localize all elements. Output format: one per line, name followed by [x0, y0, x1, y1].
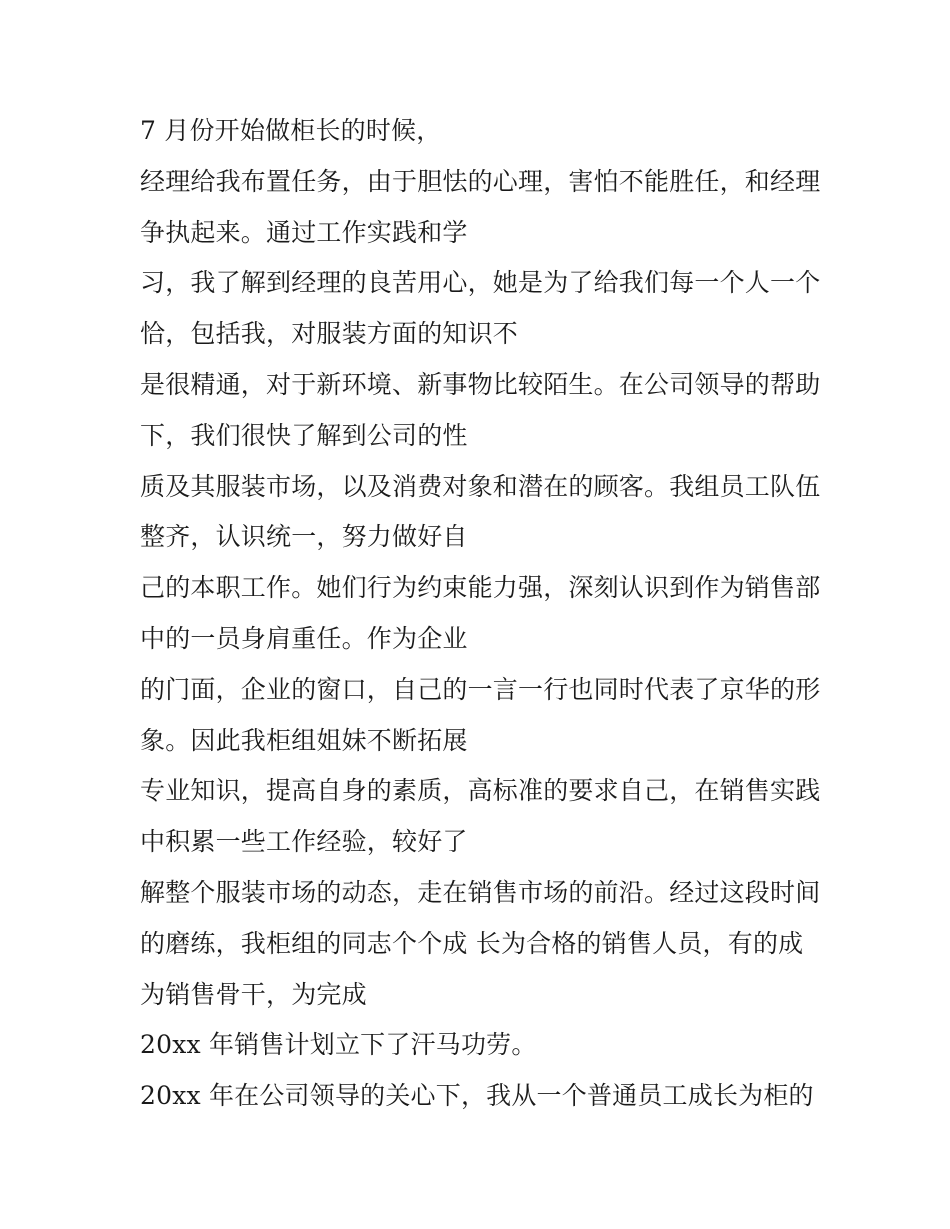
text-line: 专业知识，提高自身的素质，高标准的要求自己，在销售实践 [140, 776, 821, 806]
text-line: 质及其服装市场，以及消费对象和潜在的顾客。我组员工队伍 [140, 471, 821, 501]
text-line: 中的一员身肩重任。作为企业 [140, 623, 468, 653]
text-line: 20xx 年在公司领导的关心下，我从一个普通员工成长为柜的 [140, 1081, 814, 1111]
text-line: 恰，包括我，对服装方面的知识不 [140, 319, 519, 349]
text-line: 是很精通，对于新环境、新事物比较陌生。在公司领导的帮助 [140, 369, 821, 399]
text-line: 下，我们很快了解到公司的性 [140, 420, 468, 450]
text-line: 经理给我布置任务，由于胆怯的心理，害怕不能胜任，和经理 [140, 166, 821, 196]
text-line: 己的本职工作。她们行为约束能力强，深刻认识到作为销售部 [140, 573, 821, 603]
text-line: 解整个服装市场的动态，走在销售市场的前沿。经过这段时间 [140, 877, 821, 907]
body-text [140, 106, 840, 1122]
text-line: 中积累一些工作经验，较好了 [140, 827, 468, 857]
text-line: 整齐，认识统一，努力做好自 [140, 522, 468, 552]
text-line: 7 月份开始做柜长的时候， [140, 116, 442, 145]
text-line: 为销售骨干，为完成 [140, 979, 367, 1009]
text-line: 20xx 年销售计划立下了汗马功劳。 [140, 1030, 537, 1060]
text-line: 的门面，企业的窗口，自己的一言一行也同时代表了京华的形 [140, 674, 821, 704]
text-line: 争执起来。通过工作实践和学 [140, 217, 468, 247]
text-line: 习，我了解到经理的良苦用心，她是为了给我们每一个人一个 [140, 268, 821, 298]
text-line: 象。因此我柜组姐妹不断拓展 [140, 725, 468, 755]
text-line: 的磨练，我柜组的同志个个成 长为合格的销售人员，有的成 [140, 928, 804, 958]
